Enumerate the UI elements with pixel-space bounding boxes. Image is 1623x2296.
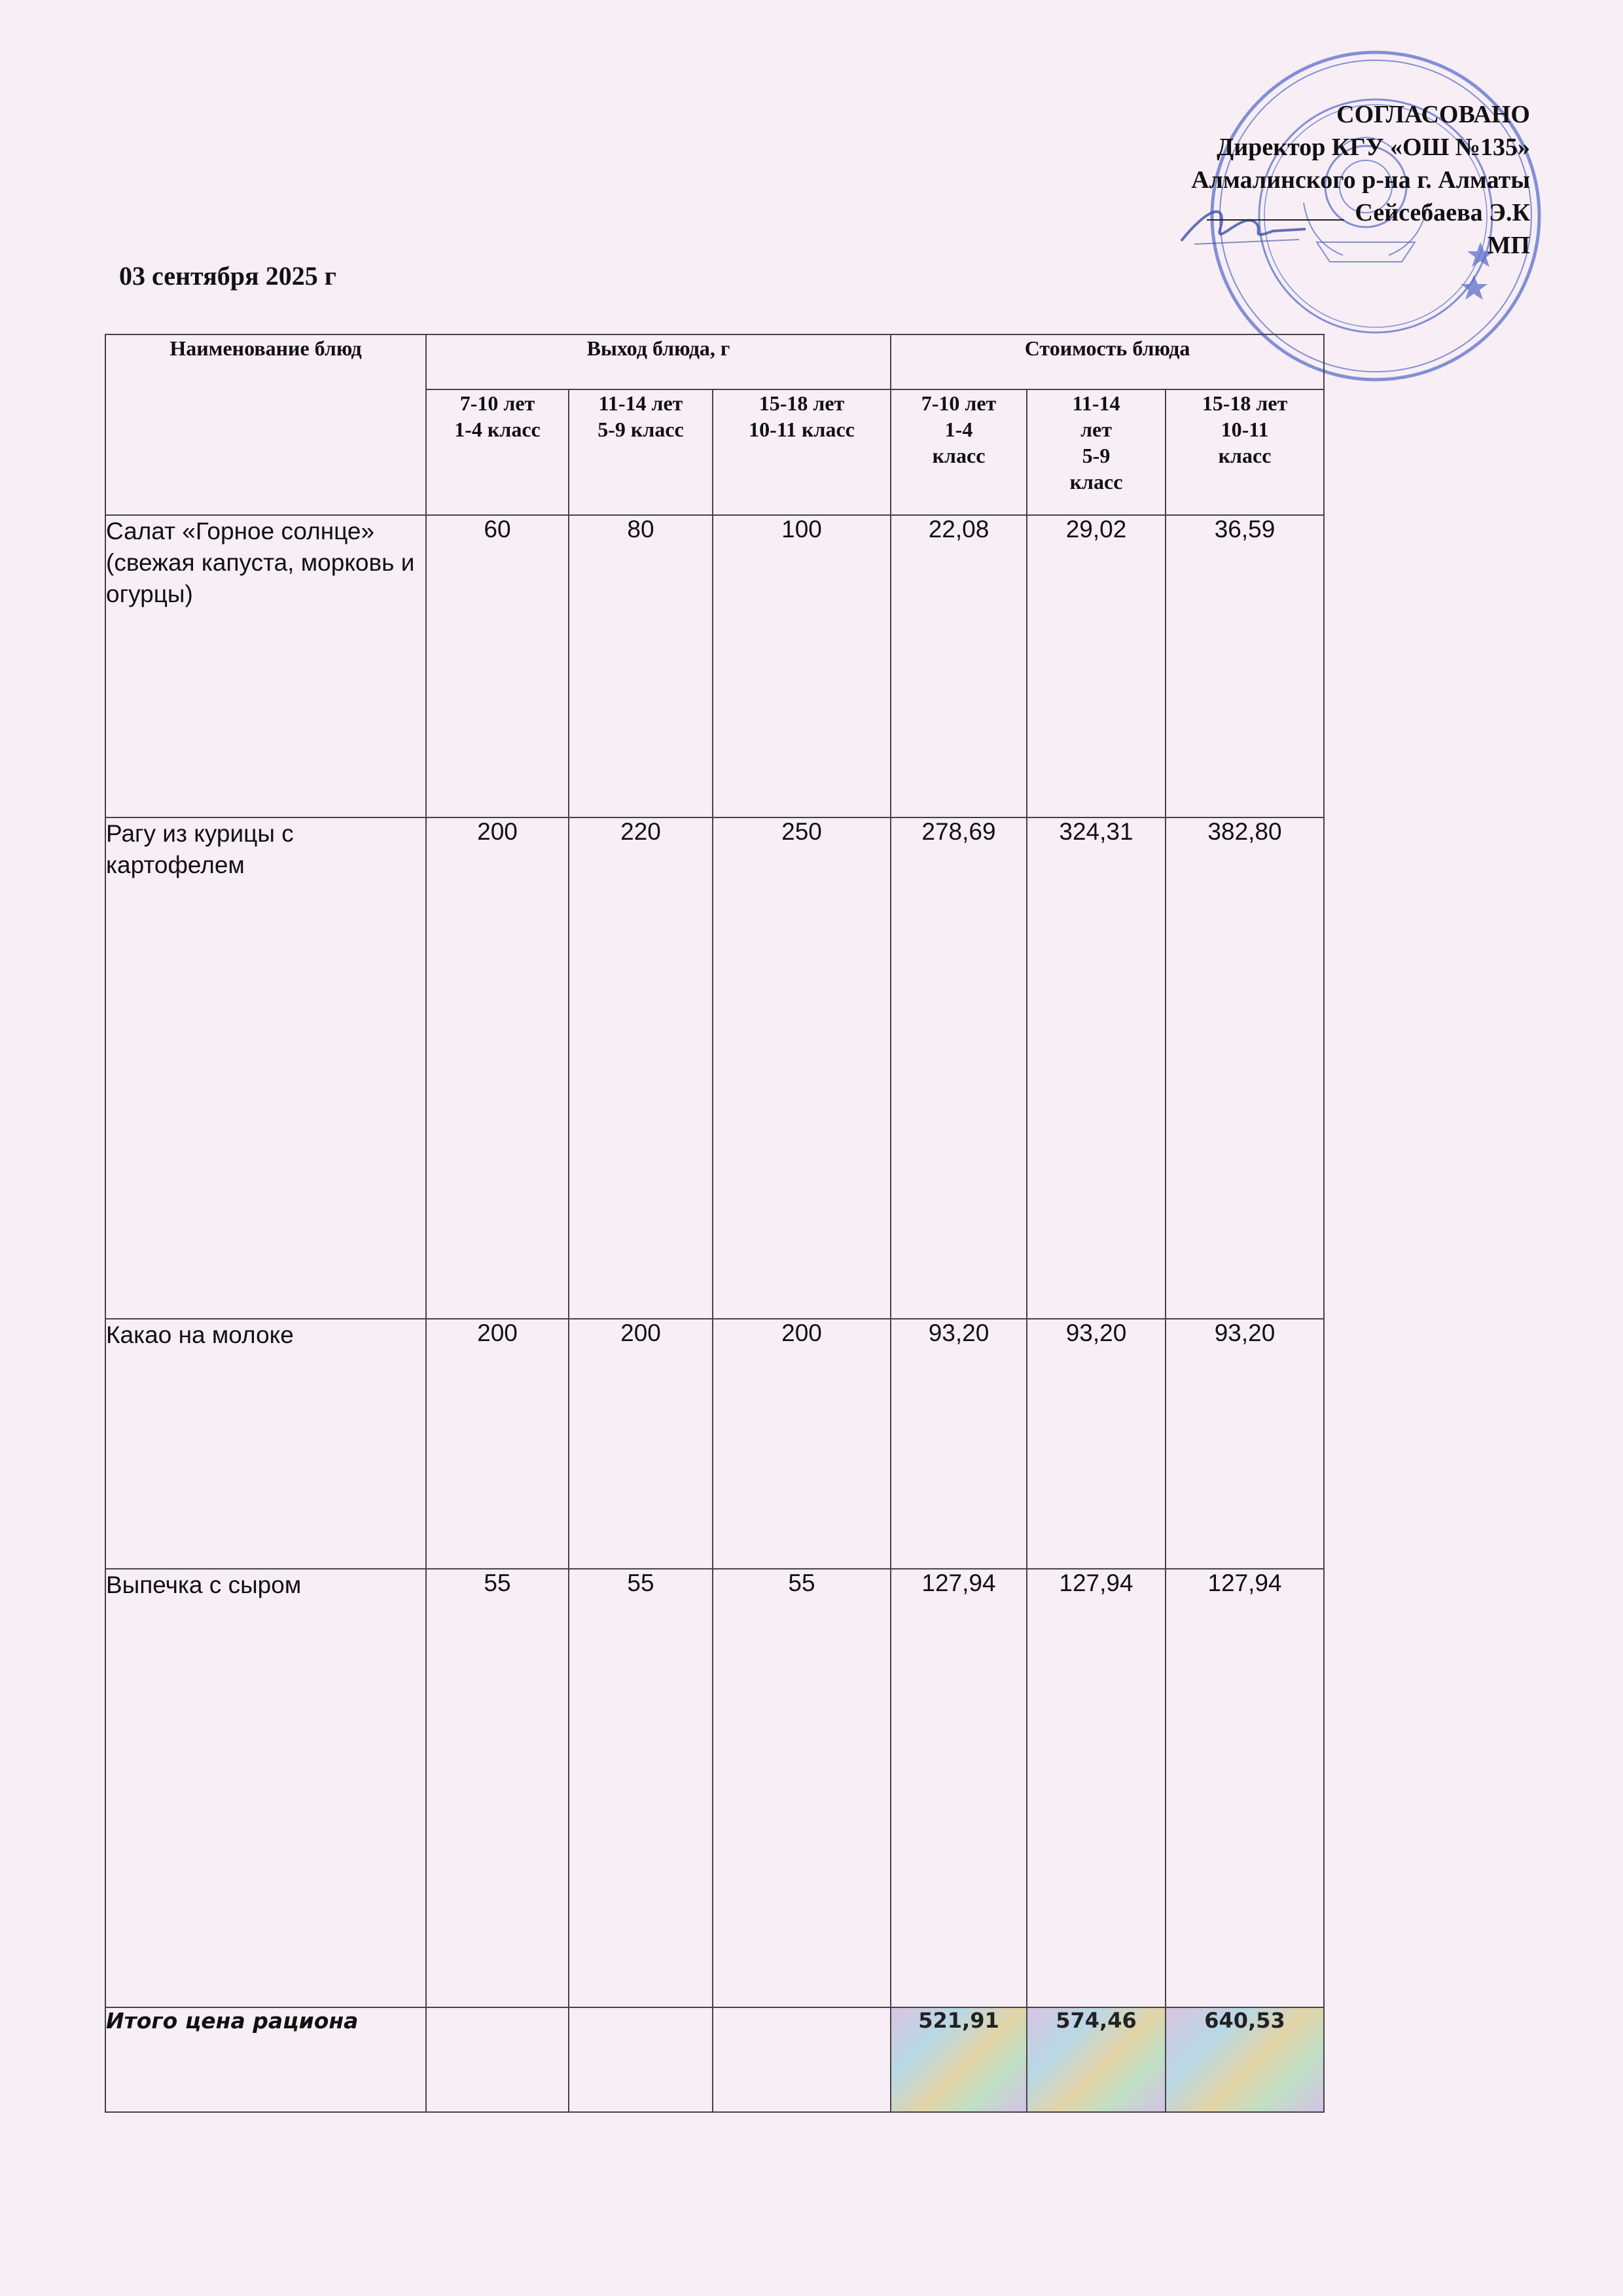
empty-cell — [569, 2007, 713, 2112]
yield-cell: 55 — [426, 1569, 569, 2007]
document-date: 03 сентября 2025 г — [119, 261, 336, 291]
yield-cell: 200 — [426, 1319, 569, 1569]
approval-title: СОГЛАСОВАНО — [1336, 101, 1530, 128]
total-label: Итого цена рациона — [105, 2007, 426, 2112]
header-line: 10-11 класс — [749, 418, 855, 441]
yield-cell: 100 — [713, 515, 891, 817]
dish-name: Рагу из курицы с картофелем — [105, 817, 426, 1319]
header-yield-age-1 — [426, 389, 569, 515]
header-line: 5-9 класс — [597, 418, 684, 441]
header-line: 11-14 лет — [598, 391, 683, 415]
cost-cell: 93,20 — [891, 1319, 1027, 1569]
approval-signer-line — [1191, 196, 1530, 229]
header-cost-age-1 — [891, 389, 1027, 515]
cost-cell: 127,94 — [1166, 1569, 1324, 2007]
dish-name: Какао на молоке — [105, 1319, 426, 1569]
cost-cell: 93,20 — [1027, 1319, 1166, 1569]
yield-cell: 250 — [713, 817, 891, 1319]
total-cost-cell: 521,91 — [891, 2007, 1027, 2112]
header-line: 5-9 — [1082, 444, 1111, 467]
cost-cell: 127,94 — [1027, 1569, 1166, 2007]
header-yield-age-3 — [713, 389, 891, 515]
total-row — [105, 2007, 1324, 2112]
total-cost-cell: 640,53 — [1166, 2007, 1324, 2112]
yield-cell: 55 — [713, 1569, 891, 2007]
header-line: 15-18 лет — [1202, 391, 1288, 415]
header-line: класс — [932, 444, 986, 467]
header-yield-age-2 — [569, 389, 713, 515]
yield-cell: 220 — [569, 817, 713, 1319]
header-line: 11-14 — [1072, 391, 1120, 415]
header-line: 7-10 лет — [921, 391, 997, 415]
signature-line — [1207, 219, 1344, 221]
approval-mp: МП — [1487, 232, 1530, 259]
approval-director: Директор КГУ «ОШ №135» — [1217, 134, 1530, 161]
header-row-groups — [105, 334, 1324, 389]
table-row — [105, 1319, 1324, 1569]
cost-cell: 127,94 — [891, 1569, 1027, 2007]
approval-block — [1191, 98, 1530, 262]
header-cost-age-2 — [1027, 389, 1166, 515]
empty-cell — [713, 2007, 891, 2112]
cost-cell: 93,20 — [1166, 1319, 1324, 1569]
cost-cell: 324,31 — [1027, 817, 1166, 1319]
cost-cell: 278,69 — [891, 817, 1027, 1319]
header-cost-age-3 — [1166, 389, 1324, 515]
yield-cell: 55 — [569, 1569, 713, 2007]
header-line: 7-10 лет — [459, 391, 535, 415]
dish-name: Салат «Горное солнце» (свежая капуста, морковь и огурцы) — [105, 515, 426, 817]
yield-cell: 60 — [426, 515, 569, 817]
yield-cell: 200 — [426, 817, 569, 1319]
header-line: 1-4 — [944, 418, 973, 441]
table-row — [105, 1569, 1324, 2007]
header-line: 1-4 класс — [454, 418, 541, 441]
header-yield-group: Выход блюда, г — [426, 334, 891, 389]
header-line: 10-11 — [1221, 418, 1269, 441]
yield-cell: 80 — [569, 515, 713, 817]
header-cost-group: Стоимость блюда — [891, 334, 1324, 389]
header-dish-name: Наименование блюд — [105, 334, 426, 515]
empty-cell — [426, 2007, 569, 2112]
header-line: 15-18 лет — [758, 391, 845, 415]
header-line: лет — [1080, 418, 1112, 441]
cost-cell: 22,08 — [891, 515, 1027, 817]
header-line: класс — [1218, 444, 1272, 467]
approval-signer: Сейсебаева Э.К — [1355, 199, 1530, 226]
approval-district: Алмалинского р-на г. Алматы — [1191, 166, 1530, 194]
cost-cell: 36,59 — [1166, 515, 1324, 817]
cost-cell: 382,80 — [1166, 817, 1324, 1319]
cost-cell: 29,02 — [1027, 515, 1166, 817]
total-cost-cell: 574,46 — [1027, 2007, 1166, 2112]
header-line: класс — [1069, 470, 1123, 493]
dish-name: Выпечка с сыром — [105, 1569, 426, 2007]
table-row — [105, 515, 1324, 817]
table-row — [105, 817, 1324, 1319]
yield-cell: 200 — [569, 1319, 713, 1569]
menu-table — [105, 334, 1325, 2113]
yield-cell: 200 — [713, 1319, 891, 1569]
